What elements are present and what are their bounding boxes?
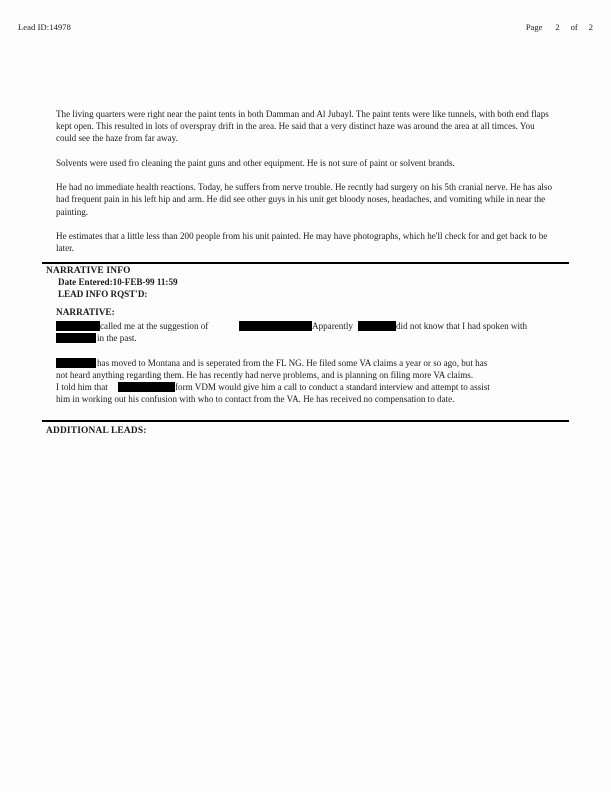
redaction-bar (239, 321, 312, 331)
lead-id (18, 22, 71, 32)
date-entered-value: 10-FEB-99 11:59 (112, 276, 178, 287)
paragraph: He estimates that a little less than 200 people from his unit painted. He may have photographs, which he'll check for and get back to be later. (56, 231, 548, 254)
narrative-label: NARRATIVE: (56, 307, 115, 318)
narrative-info-title: NARRATIVE INFO (46, 265, 131, 276)
redaction-bar (56, 358, 96, 368)
redaction-bar (358, 321, 396, 331)
date-entered (58, 277, 569, 287)
section-divider-top (42, 262, 569, 264)
lead-id-label: Lead ID: (18, 22, 50, 32)
narrative-body (56, 320, 556, 406)
paragraph: He had no immediate health reactions. Today, he suffers from nerve trouble. He recntly had surgery on his 5th cranial nerve. He has also had frequent pain in his left hip and arm. He did see other guys in his unit get bloody noses, headaches, and vomiting while in near the painting. (56, 182, 552, 217)
additional-leads-section (42, 420, 569, 436)
narrative-info-section (42, 262, 569, 405)
page-total: 2 (588, 22, 593, 32)
paragraph: Solvents were used fro cleaning the paint guns and other equipment. He is not sure of paint or solvent brands. (56, 157, 455, 168)
narrative-paragraph: has moved to Montana and is seperated from the FL NG. He filed some VA claims a year or so ago, but has not heard anything regarding them. He has recently had nerve problems, and is planning on filing more VA claims. I told him that form VDM would give him a call to conduct a standard interview and attempt to assist him in working out his confusion with who to contact from the VA. He has received no compensation to date. (56, 357, 490, 404)
lead-info-rqstd: LEAD INFO RQST'D: (58, 288, 148, 299)
redaction-bar (56, 321, 100, 331)
page-header (0, 22, 611, 38)
redaction-bar (118, 382, 175, 392)
page-current: 2 (555, 22, 560, 32)
page-of-label: of (570, 22, 578, 32)
paragraph: The living quarters were right near the paint tents in both Damman and Al Jubayl. The paint tents were like tunnels, with both end flaps kept open. This resulted in lots of overspray drift in the area. He said that a very distinct haze was around the area at all timces. You could see the haze from far away. (56, 109, 549, 144)
lead-id-value: 14978 (49, 22, 71, 32)
page-label: Page (525, 22, 543, 32)
body-text (56, 108, 556, 266)
section-divider-bottom (42, 420, 569, 422)
redaction-bar (56, 333, 96, 343)
narrative-paragraph: called me at the suggestion of Apparently did not know that I had spoken with in the past. (56, 320, 556, 344)
date-entered-label: Date Entered: (58, 276, 113, 287)
page-number (526, 22, 593, 32)
additional-leads-label: ADDITIONAL LEADS: (46, 426, 147, 436)
